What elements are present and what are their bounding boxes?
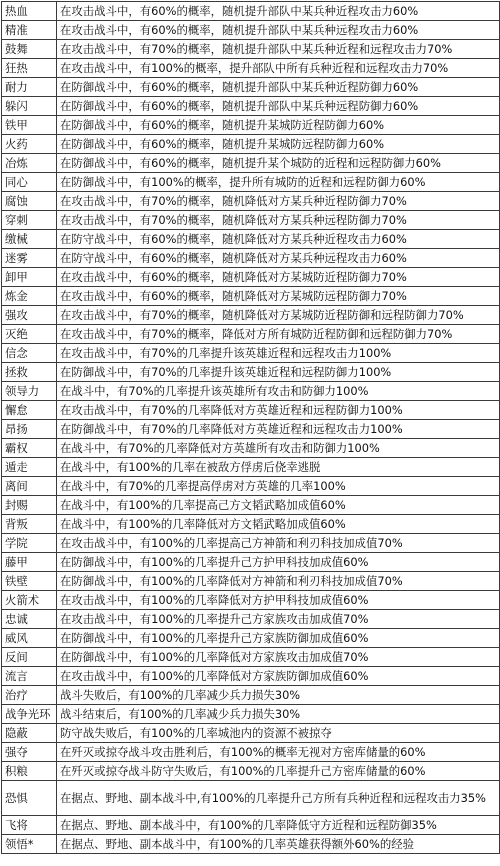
table-row	[2, 306, 500, 325]
table-row	[2, 2, 500, 21]
table-row	[2, 97, 500, 116]
skill-name-cell: 拯救	[2, 363, 57, 382]
skill-description-cell: 在攻击战斗中，有70%的概率，降低对方所有城防近程防御和远程防御力70%	[57, 325, 500, 344]
skill-description-cell: 在攻击战斗中，有70%的几率降低对方英雄近程和远程防御力100%	[57, 401, 500, 420]
skill-description-cell: 在攻击战斗中，有100%的几率提高己方神箭和利刃科技加成值70%	[57, 534, 500, 553]
skill-name-cell: 忠诚	[2, 610, 57, 629]
skill-name-cell: 同心	[2, 173, 57, 192]
skill-name-cell: 穿刺	[2, 211, 57, 230]
table-row	[2, 835, 500, 854]
skill-name-cell: 反间	[2, 648, 57, 667]
skill-description-cell: 在攻击战斗中，有100%的几率降低对方护甲科技加成值60%	[57, 591, 500, 610]
table-row	[2, 230, 500, 249]
table-row	[2, 724, 500, 743]
skill-name-cell: 腐蚀	[2, 192, 57, 211]
table-row	[2, 816, 500, 835]
skill-name-cell: 治疗	[2, 686, 57, 705]
table-row	[2, 382, 500, 401]
skill-name-cell: 精准	[2, 21, 57, 40]
skill-description-cell: 在据点、野地、副本战斗中,有100%的几率提升己方所有兵种近程和远程攻击力35%	[57, 781, 500, 816]
skill-description-cell: 在攻击战斗中，有100%的几率提升己方家族攻击加成值70%	[57, 610, 500, 629]
skill-description-cell: 在防御战斗中，有100%的几率提升己方家族防御加成值60%	[57, 629, 500, 648]
skill-description-cell: 在防御战斗中，有60%的概率，随机提升部队中某兵种远程防御力60%	[57, 97, 500, 116]
skill-name-cell: 离间	[2, 477, 57, 496]
table-row	[2, 705, 500, 724]
table-row	[2, 781, 500, 816]
skill-name-cell: 灭绝	[2, 325, 57, 344]
table-row	[2, 78, 500, 97]
skill-name-cell: 学院	[2, 534, 57, 553]
skill-description-cell: 在战斗中，有100%的几率在被敌方俘虏后侥幸逃脱	[57, 458, 500, 477]
skill-description-cell: 在战斗中，有70%的几率降低对方英雄所有攻击和防御力100%	[57, 439, 500, 458]
table-row	[2, 591, 500, 610]
skill-description-cell: 在攻击战斗中，有70%的概率，随机提升部队中某兵种近程和远程攻击力70%	[57, 40, 500, 59]
skill-description-cell: 在攻击战斗中，有70%的几率提升该英雄近程和远程攻击力100%	[57, 344, 500, 363]
skill-description-cell: 在防御战斗中，有60%的概率，随机提升某个城防的近程和远程防御力60%	[57, 154, 500, 173]
table-row	[2, 458, 500, 477]
skill-name-cell: 藤甲	[2, 553, 57, 572]
skill-name-cell: 铁壁	[2, 572, 57, 591]
table-row	[2, 59, 500, 78]
skill-description-cell: 在攻击战斗中，有100%的几率降低对方家族防御加成值60%	[57, 667, 500, 686]
skill-table	[1, 1, 500, 854]
skill-description-cell: 在歼灭或掠夺战斗防守失败后，有100%的几率提升己方密库储量的60%	[57, 762, 500, 781]
skill-name-cell: 信念	[2, 344, 57, 363]
skill-description-cell: 在防御战斗中，有100%的几率降低对方家族攻击加成值70%	[57, 648, 500, 667]
skill-name-cell: 霸权	[2, 439, 57, 458]
skill-description-cell: 在攻击战斗中，有100%的概率，提升部队中所有兵种近程和远程攻击力70%	[57, 59, 500, 78]
table-row	[2, 173, 500, 192]
table-row	[2, 135, 500, 154]
skill-name-cell: 昂扬	[2, 420, 57, 439]
skill-name-cell: 飞将	[2, 816, 57, 835]
table-row	[2, 667, 500, 686]
skill-name-cell: 威风	[2, 629, 57, 648]
skill-name-cell: 火箭术	[2, 591, 57, 610]
skill-name-cell: 缴械	[2, 230, 57, 249]
skill-description-cell: 在攻击战斗中，有70%的概率，随机降低对方某兵种近程防御力70%	[57, 192, 500, 211]
table-row	[2, 268, 500, 287]
skill-name-cell: 积粮	[2, 762, 57, 781]
skill-name-cell: 领导力	[2, 382, 57, 401]
table-row	[2, 287, 500, 306]
skill-description-cell: 在防御战斗中，有100%的概率，提升所有城防的近程和远程防御力60%	[57, 173, 500, 192]
table-row	[2, 344, 500, 363]
skill-description-cell: 在攻击战斗中，有60%的概率，随机降低对方某城防近程防御力70%	[57, 268, 500, 287]
table-row	[2, 686, 500, 705]
skill-name-cell: 火药	[2, 135, 57, 154]
skill-name-cell: 冶炼	[2, 154, 57, 173]
skill-name-cell: 迷雾	[2, 249, 57, 268]
table-row	[2, 363, 500, 382]
skill-name-cell: 铁甲	[2, 116, 57, 135]
skill-name-cell: 炼金	[2, 287, 57, 306]
table-row	[2, 439, 500, 458]
table-row	[2, 116, 500, 135]
skill-description-cell: 在防御战斗中，有60%的概率，随机提升部队中某兵种近程防御力60%	[57, 78, 500, 97]
skill-name-cell: 强夺	[2, 743, 57, 762]
skill-description-cell: 防守战失败后，有100%的几率城池内的资源不被掠夺	[57, 724, 500, 743]
skill-description-cell: 在战斗中，有70%的几率提升该英雄所有攻击和防御力100%	[57, 382, 500, 401]
skill-name-cell: 背叛	[2, 515, 57, 534]
skill-description-cell: 在防御战斗中，有70%的几率提升该英雄近程和远程防御力100%	[57, 363, 500, 382]
skill-description-cell: 在据点、野地、副本战斗中，有100%的几率英雄获得额外60%的经验	[57, 835, 500, 854]
table-row	[2, 534, 500, 553]
table-row	[2, 648, 500, 667]
skill-description-cell: 在防御战斗中，有100%的几率提升己方护甲科技加成值60%	[57, 553, 500, 572]
table-row	[2, 325, 500, 344]
skill-description-cell: 在攻击战斗中，有60%的概率，随机降低对方某城防远程防御力70%	[57, 287, 500, 306]
skill-name-cell: 卸甲	[2, 268, 57, 287]
skill-name-cell: 热血	[2, 2, 57, 21]
skill-name-cell: 鼓舞	[2, 40, 57, 59]
skill-name-cell: 懈怠	[2, 401, 57, 420]
skill-name-cell: 领悟*	[2, 835, 57, 854]
table-row	[2, 553, 500, 572]
skill-description-cell: 战斗结束后，有100%的几率减少兵力损失30%	[57, 705, 500, 724]
skill-description-cell: 在防御战斗中，有60%的概率，随机提升某城防远程防御力60%	[57, 135, 500, 154]
skill-table-body	[2, 2, 500, 854]
skill-name-cell: 隐蔽	[2, 724, 57, 743]
table-row	[2, 610, 500, 629]
skill-name-cell: 耐力	[2, 78, 57, 97]
skill-name-cell: 躲闪	[2, 97, 57, 116]
table-row	[2, 154, 500, 173]
skill-description-cell: 在防御战斗中，有60%的概率，随机提升某城防近程防御力60%	[57, 116, 500, 135]
skill-name-cell: 恐惧	[2, 781, 57, 816]
skill-description-cell: 在战斗中，有70%的几率提高俘虏对方英雄的几率100%	[57, 477, 500, 496]
skill-description-cell: 在攻击战斗中，有70%的概率，随机降低对方某城防近程防御和远程防御力70%	[57, 306, 500, 325]
skill-name-cell: 封赐	[2, 496, 57, 515]
skill-description-cell: 战斗失败后，有100%的几率减少兵力损失30%	[57, 686, 500, 705]
table-row	[2, 496, 500, 515]
skill-description-cell: 在防守战斗中，有60%的概率，随机降低对方某兵种远程攻击力60%	[57, 249, 500, 268]
table-row	[2, 572, 500, 591]
table-row	[2, 249, 500, 268]
table-row	[2, 211, 500, 230]
skill-name-cell: 强攻	[2, 306, 57, 325]
table-row	[2, 515, 500, 534]
table-row	[2, 40, 500, 59]
skill-description-cell: 在防御战斗中，有100%的几率降低对方神箭和利刃科技加成值70%	[57, 572, 500, 591]
table-row	[2, 762, 500, 781]
table-row	[2, 743, 500, 762]
skill-description-cell: 在攻击战斗中，有60%的概率，随机提升部队中某兵种近程攻击力60%	[57, 2, 500, 21]
table-row	[2, 477, 500, 496]
table-row	[2, 420, 500, 439]
skill-description-cell: 在据点、野地、副本战斗中，有100%的几率降低守方近程和远程防御35%	[57, 816, 500, 835]
table-row	[2, 629, 500, 648]
skill-name-cell: 战争光环	[2, 705, 57, 724]
skill-name-cell: 狂热	[2, 59, 57, 78]
table-row	[2, 192, 500, 211]
skill-description-cell: 在防守战斗中，有60%的概率，随机降低对方某兵种近程攻击力60%	[57, 230, 500, 249]
skill-description-cell: 在战斗中，有100%的几率降低对方文韬武略加成值60%	[57, 515, 500, 534]
skill-description-cell: 在防御战斗中，有70%的几率降低对方英雄近程和远程攻击力100%	[57, 420, 500, 439]
skill-name-cell: 遁走	[2, 458, 57, 477]
skill-description-cell: 在攻击战斗中，有60%的概率，随机提升部队中某兵种远程攻击力60%	[57, 21, 500, 40]
skill-description-cell: 在攻击战斗中，有70%的概率，随机降低对方某兵种远程防御力70%	[57, 211, 500, 230]
skill-description-cell: 在战斗中，有100%的几率提高己方文韬武略加成值60%	[57, 496, 500, 515]
skill-description-cell: 在歼灭或掠夺战斗攻击胜利后，有100%的概率无视对方密库储量的60%	[57, 743, 500, 762]
skill-name-cell: 流言	[2, 667, 57, 686]
table-row	[2, 401, 500, 420]
table-row	[2, 21, 500, 40]
